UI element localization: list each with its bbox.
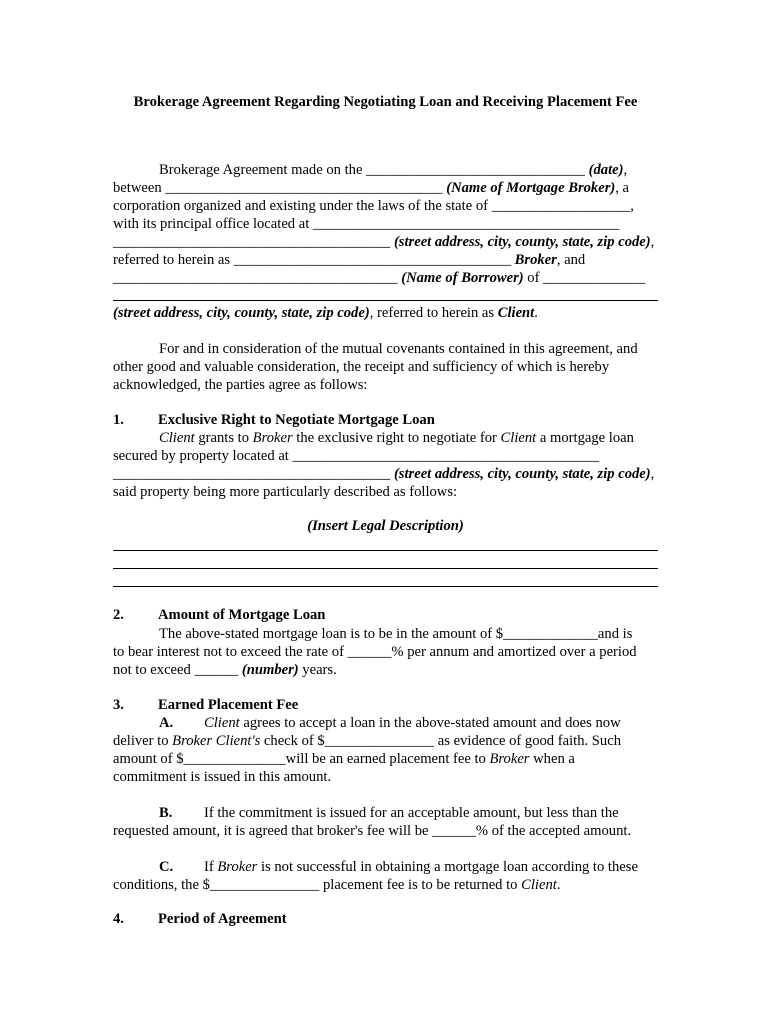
s1-line-4: said property being more particularly described as follows: bbox=[113, 484, 458, 500]
intro-line-7 bbox=[113, 269, 645, 287]
date-placeholder: (date) bbox=[588, 162, 624, 178]
body-text: is not successful in obtaining a mortgage loan according to these bbox=[257, 859, 638, 875]
consideration-line-1: For and in consideration of the mutual covenants contained in this agreement, and bbox=[159, 341, 638, 357]
subsection-label: B. bbox=[159, 805, 173, 821]
body-text: a mortgage loan bbox=[536, 430, 634, 446]
intro-text: , and bbox=[556, 252, 586, 268]
intro-line-5 bbox=[113, 233, 654, 251]
s2-line-2: to bear interest not to exceed the rate of ______% per annum and amortized over a period bbox=[113, 644, 637, 660]
body-text: years. bbox=[298, 662, 337, 678]
body-text: ______________________________________ bbox=[113, 466, 394, 482]
intro-text: Brokerage Agreement made on the ______________________________ bbox=[159, 162, 589, 178]
legal-description-line-2 bbox=[113, 568, 658, 569]
s1-line-3 bbox=[113, 465, 654, 483]
intro-text: , bbox=[623, 162, 628, 178]
section-title: Exclusive Right to Negotiate Mortgage Loan bbox=[158, 412, 435, 428]
broker-client-term: Broker Client's bbox=[172, 733, 261, 749]
address-placeholder: (street address, city, county, state, zip code) bbox=[113, 305, 370, 321]
document-title: Brokerage Agreement Regarding Negotiating Loan and Receiving Placement Fee bbox=[133, 94, 638, 110]
broker-term: Broker bbox=[514, 252, 557, 268]
intro-text: referred to herein as ______________________________________ bbox=[113, 252, 515, 268]
intro-line-1 bbox=[113, 161, 627, 179]
s3b-line-2: requested amount, it is agreed that broker's fee will be ______% of the accepted amount. bbox=[113, 823, 632, 839]
blank-line bbox=[113, 300, 658, 301]
intro-text: between ______________________________________ bbox=[113, 180, 447, 196]
legal-description-line-1 bbox=[113, 550, 658, 551]
intro-text: , bbox=[650, 234, 655, 250]
broker-name-placeholder: (Name of Mortgage Broker) bbox=[446, 180, 616, 196]
body-text: not to exceed ______ bbox=[113, 662, 242, 678]
client-term: Client bbox=[159, 430, 195, 446]
legal-description-placeholder: (Insert Legal Description) bbox=[307, 518, 464, 534]
section-title: Period of Agreement bbox=[158, 911, 287, 927]
section-number: 3. bbox=[113, 697, 124, 713]
body-text: conditions, the $_______________ placement fee is to be returned to bbox=[113, 877, 522, 893]
intro-text: . bbox=[534, 305, 538, 321]
body-text: . bbox=[556, 877, 561, 893]
intro-line-3: corporation organized and existing under the laws of the state of ___________________, bbox=[113, 198, 634, 214]
section-3-heading bbox=[113, 697, 298, 714]
s1-line-1 bbox=[113, 429, 634, 447]
section-title: Amount of Mortgage Loan bbox=[158, 607, 326, 623]
body-text: If bbox=[204, 859, 218, 875]
section-1-heading bbox=[113, 412, 435, 429]
body-text: agrees to accept a loan in the above-stated amount and does now bbox=[239, 715, 621, 731]
intro-line-6 bbox=[113, 251, 585, 269]
s3b-line-1 bbox=[113, 804, 619, 822]
s1-line-2: secured by property located at __________________________________________ bbox=[113, 448, 599, 464]
s3c-line-2 bbox=[113, 876, 560, 894]
section-title: Earned Placement Fee bbox=[158, 697, 299, 713]
section-number: 4. bbox=[113, 911, 124, 927]
section-number: 1. bbox=[113, 412, 124, 428]
subsection-label: A. bbox=[159, 715, 174, 731]
client-term: Client bbox=[204, 715, 240, 731]
intro-line-4: with its principal office located at __________________________________________ bbox=[113, 216, 620, 232]
s3a-line-4: commitment is issued in this amount. bbox=[113, 769, 332, 785]
intro-text: _______________________________________ bbox=[113, 270, 402, 286]
intro-text: ______________________________________ bbox=[113, 234, 394, 250]
intro-text: , referred to herein as bbox=[369, 305, 498, 321]
subsection-label: C. bbox=[159, 859, 174, 875]
broker-term: Broker bbox=[489, 751, 530, 767]
s2-line-1: The above-stated mortgage loan is to be in the amount of $_____________and is bbox=[159, 626, 633, 642]
broker-term: Broker bbox=[217, 859, 258, 875]
intro-text: , a bbox=[615, 180, 630, 196]
body-text: , bbox=[650, 466, 655, 482]
number-placeholder: (number) bbox=[241, 662, 299, 678]
intro-line-8 bbox=[113, 304, 538, 322]
body-text: amount of $______________will be an earned placement fee to bbox=[113, 751, 490, 767]
body-text: the exclusive right to negotiate for bbox=[292, 430, 501, 446]
body-text: when a bbox=[529, 751, 575, 767]
body-text: deliver to bbox=[113, 733, 173, 749]
intro-text: of ______________ bbox=[523, 270, 646, 286]
client-term: Client bbox=[521, 877, 557, 893]
consideration-line-2: other good and valuable consideration, the receipt and sufficiency of which is hereby bbox=[113, 359, 610, 375]
legal-description-line-3 bbox=[113, 586, 658, 587]
body-text: check of $_______________ as evidence of good faith. Such bbox=[260, 733, 621, 749]
body-text: grants to bbox=[194, 430, 253, 446]
section-2-heading bbox=[113, 607, 325, 624]
s3a-line-2 bbox=[113, 732, 621, 750]
intro-line-2 bbox=[113, 179, 629, 197]
client-term: Client bbox=[500, 430, 537, 446]
consideration-line-3: acknowledged, the parties agree as follows: bbox=[113, 377, 368, 393]
body-text: If the commitment is issued for an acceptable amount, but less than the bbox=[204, 805, 619, 821]
client-term: Client bbox=[497, 305, 535, 321]
s3a-line-1 bbox=[113, 714, 621, 732]
section-4-heading bbox=[113, 911, 287, 928]
borrower-name-placeholder: (Name of Borrower) bbox=[401, 270, 524, 286]
section-number: 2. bbox=[113, 607, 124, 623]
s2-line-3 bbox=[113, 661, 337, 679]
address-placeholder: (street address, city, county, state, zip code) bbox=[393, 466, 651, 482]
address-placeholder: (street address, city, county, state, zip code) bbox=[393, 234, 651, 250]
s3a-line-3 bbox=[113, 750, 575, 768]
s3c-line-1 bbox=[113, 858, 638, 876]
broker-term: Broker bbox=[252, 430, 293, 446]
